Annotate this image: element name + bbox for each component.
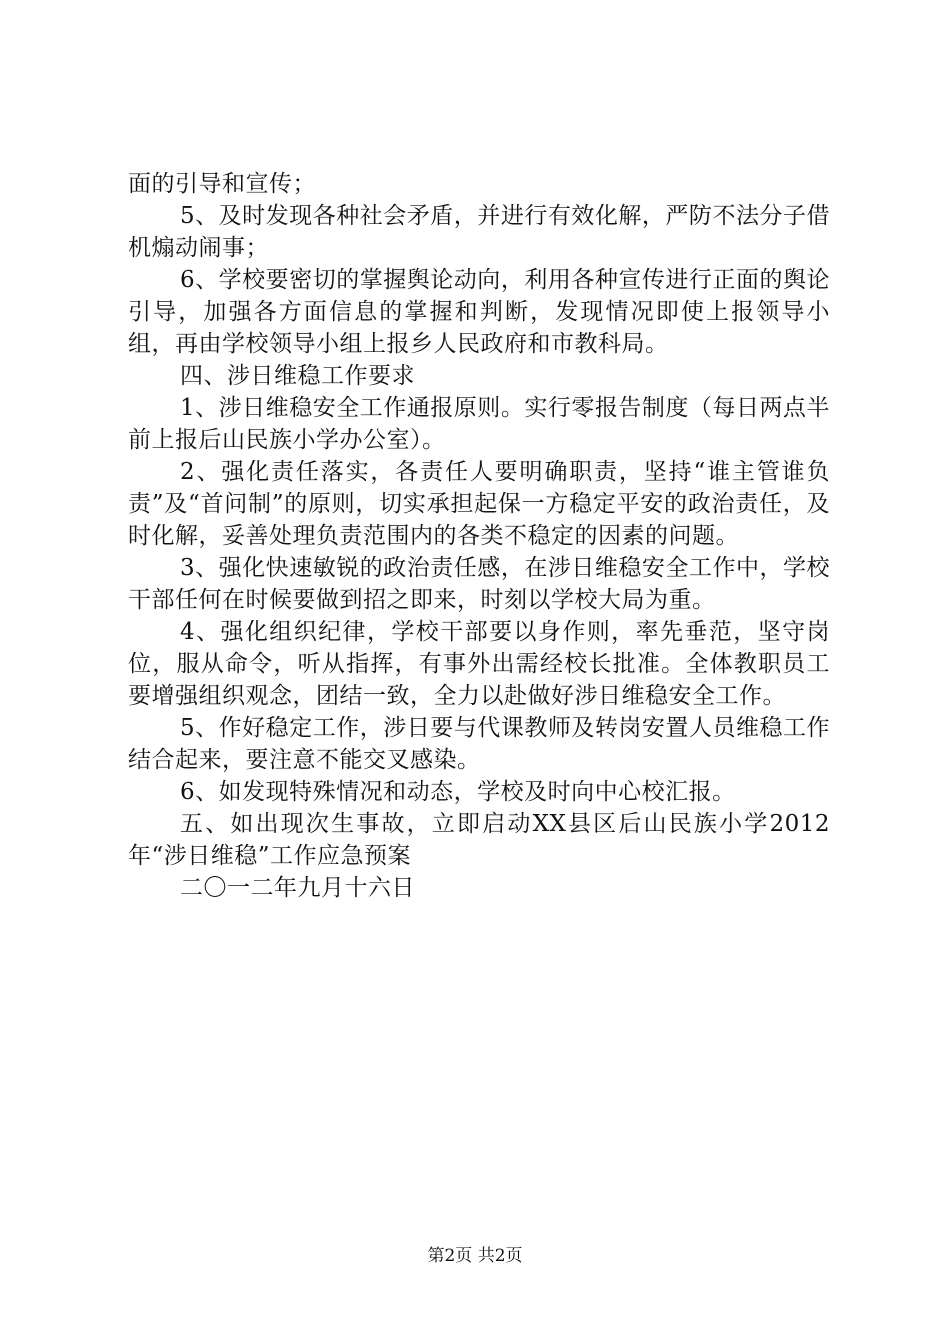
paragraph-req-6-reporting-special: 6、如发现特殊情况和动态，学校及时向中心校汇报。 <box>180 779 736 805</box>
section-heading-requirements: 四、涉日维稳工作要求 <box>180 363 415 389</box>
paragraph-req-5-stability: 5、作好稳定工作，涉日要与代课教师及转岗安置人员维稳工作结合起来，要注意不能交叉感染。 <box>128 715 830 773</box>
page-footer: 第2页 共2页 <box>427 1246 523 1266</box>
paragraph-req-3-awareness: 3、强化快速敏锐的政治责任感，在涉日维稳安全工作中，学校干部任何在时候要做到招之即来，时刻以学校大局为重。 <box>128 555 830 613</box>
paragraph-continuation: 面的引导和宣传； <box>128 171 316 197</box>
document-body <box>128 168 830 904</box>
document-date: 二〇一二年九月十六日 <box>180 875 415 901</box>
paragraph-req-2-responsibility: 2、强化责任落实，各责任人要明确职责，坚持“谁主管谁负责”及“首问制”的原则，切实承担起保一方稳定平安的政治责任，及时化解，妥善处理负责范围内的各类不稳定的因素的问题。 <box>128 459 830 549</box>
section-heading-emergency-plan: 五、如出现次生事故，立即启动XX县区后山民族小学2012年“涉日维稳”工作应急预案 <box>128 811 830 869</box>
paragraph-req-4-discipline: 4、强化组织纪律，学校干部要以身作则，率先垂范，坚守岗位，服从命令，听从指挥，有事外出需经校长批准。全体教职员工要增强组织观念，团结一致，全力以赴做好涉日维稳安全工作。 <box>128 619 830 709</box>
paragraph-req-1-reporting: 1、涉日维稳安全工作通报原则。实行零报告制度（每日两点半前上报后山民族小学办公室）。 <box>128 395 830 453</box>
paragraph-item-5-conflicts: 5、及时发现各种社会矛盾，并进行有效化解，严防不法分子借机煽动闹事； <box>128 203 830 261</box>
paragraph-item-6-public-opinion: 6、学校要密切的掌握舆论动向，利用各种宣传进行正面的舆论引导，加强各方面信息的掌握和判断，发现情况即使上报领导小组，再由学校领导小组上报乡人民政府和市教科局。 <box>128 267 830 357</box>
